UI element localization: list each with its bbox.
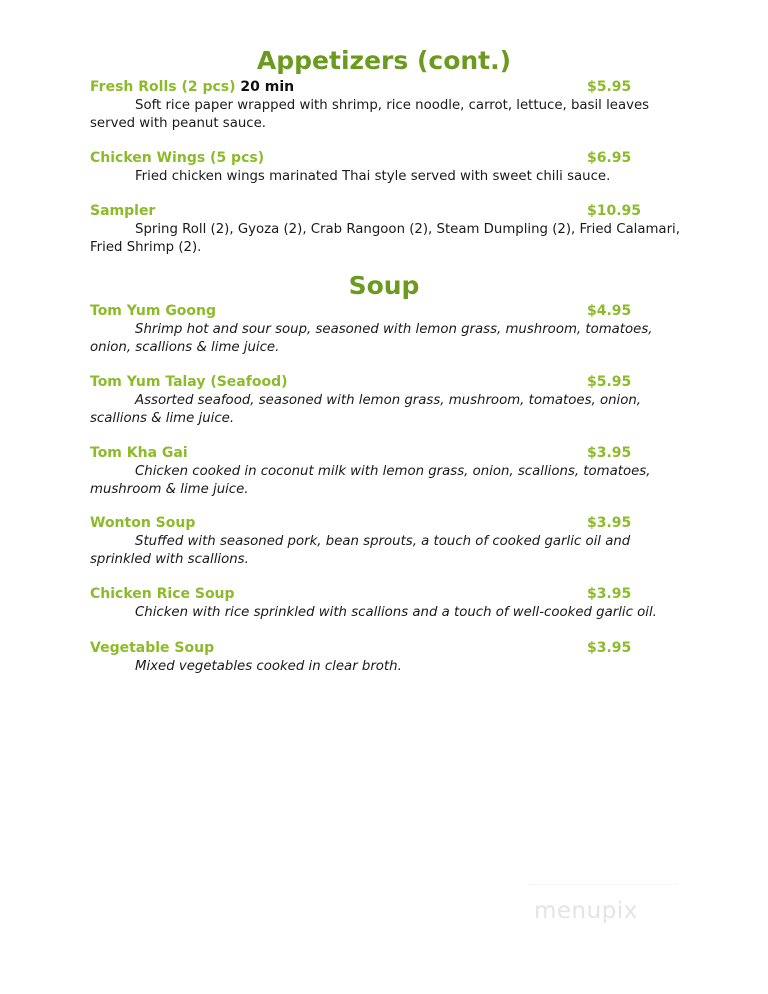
menupix-watermark: menupix [534, 898, 638, 924]
item-name: Tom Yum Talay (Seafood) [90, 374, 288, 390]
item-price: $4.95 [587, 303, 632, 319]
item-name: Vegetable Soup [90, 640, 215, 656]
menu-item-chicken-rice-soup [90, 586, 690, 622]
item-description: Fried chicken wings marinated Thai style served with sweet chili sauce. [135, 169, 611, 184]
item-description: Soft rice paper wrapped with shrimp, rice noodle, carrot, lettuce, basil leaves served with peanut sauce. [90, 98, 650, 131]
item-price: $5.95 [587, 79, 632, 95]
menu-item-chicken-wings [90, 150, 690, 186]
item-price: $3.95 [587, 515, 632, 531]
item-name: Tom Kha Gai [90, 445, 188, 461]
item-description: Chicken with rice sprinkled with scallions and a touch of well-cooked garlic oil. [135, 605, 657, 620]
menu-item-tom-yum-talay [90, 374, 690, 427]
item-name: Tom Yum Goong [90, 303, 217, 319]
menu-item-fresh-rolls [90, 79, 690, 132]
item-price: $3.95 [587, 586, 632, 602]
menu-item-tom-yum-goong [90, 303, 690, 356]
soup-title: Soup [348, 271, 420, 300]
menu-item-tom-kha-gai [90, 445, 690, 498]
item-price: $3.95 [587, 640, 632, 656]
item-name: Wonton Soup [90, 515, 196, 531]
menu-item-wonton-soup [90, 515, 690, 568]
item-prep-time: 20 min [240, 79, 295, 95]
item-description: Mixed vegetables cooked in clear broth. [135, 659, 402, 674]
item-description: Assorted seafood, seasoned with lemon grass, mushroom, tomatoes, onion, scallions & lime juice. [90, 393, 642, 426]
appetizers-title: Appetizers (cont.) [256, 46, 512, 75]
item-price: $10.95 [587, 203, 642, 219]
item-price: $5.95 [587, 374, 632, 390]
menu-item-sampler [90, 203, 690, 256]
item-description: Shrimp hot and sour soup, seasoned with lemon grass, mushroom, tomatoes, onion, scallions & lime juice. [90, 322, 653, 355]
item-name: Fresh Rolls (2 pcs) [90, 79, 236, 95]
item-name: Chicken Rice Soup [90, 586, 235, 602]
item-name: Sampler [90, 203, 156, 219]
item-description: Chicken cooked in coconut milk with lemon grass, onion, scallions, tomatoes, mushroom & lime juice. [90, 464, 651, 497]
item-description: Stuffed with seasoned pork, bean sprouts, a touch of cooked garlic oil and sprinkled with scallions. [90, 534, 631, 567]
item-description: Spring Roll (2), Gyoza (2), Crab Rangoon (2), Steam Dumpling (2), Fried Calamari, Fried Shrimp (2). [90, 222, 680, 255]
menu-item-vegetable-soup [90, 640, 690, 676]
item-price: $3.95 [587, 445, 632, 461]
item-price: $6.95 [587, 150, 632, 166]
watermark-divider [528, 884, 678, 888]
item-name: Chicken Wings (5 pcs) [90, 150, 265, 166]
